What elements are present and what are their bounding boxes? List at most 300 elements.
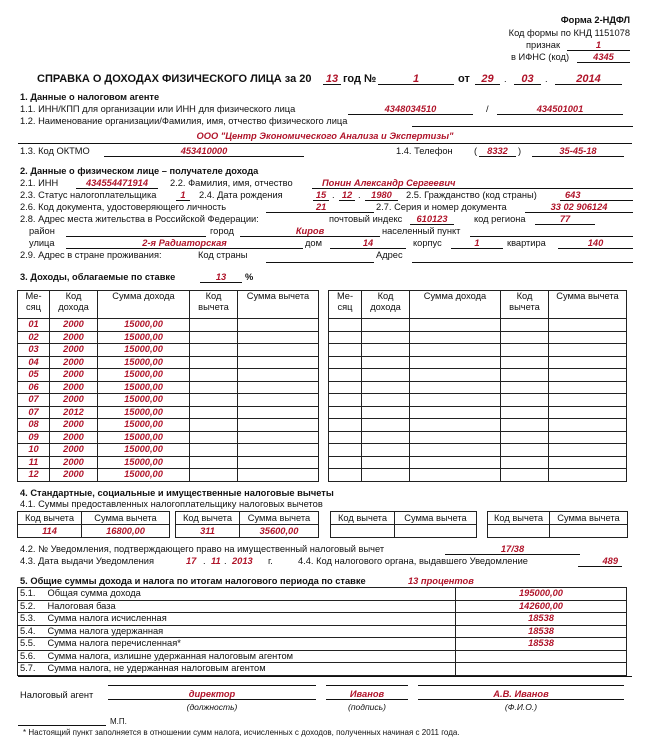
code-cell[interactable] xyxy=(362,456,410,469)
dsum-cell[interactable] xyxy=(238,331,319,344)
col-code-l1: Код xyxy=(377,291,394,301)
sum-cell[interactable] xyxy=(410,344,501,357)
dcode-cell[interactable] xyxy=(501,469,549,482)
col-income-sum xyxy=(410,291,501,319)
row-label: Сумма налога, излишне удержанная налоговым агентом xyxy=(46,650,456,663)
col-dcode-l1: Код xyxy=(205,291,222,301)
code-cell[interactable]: 2000 xyxy=(50,444,98,457)
dcode-cell[interactable] xyxy=(501,431,549,444)
dsum-cell[interactable] xyxy=(238,344,319,357)
month-cell[interactable] xyxy=(329,419,362,432)
postal-field[interactable]: 610123 xyxy=(410,214,454,225)
street-label: улица xyxy=(29,238,55,248)
month-cell[interactable] xyxy=(329,319,362,332)
oktmo-field[interactable]: 453410000 xyxy=(104,146,304,157)
country-code-field[interactable] xyxy=(266,252,374,263)
authority-label: 4.4. Код налогового органа, выдавшего Уведомление xyxy=(298,556,528,566)
region-field[interactable]: 77 xyxy=(535,214,595,225)
signature-field[interactable]: Иванов xyxy=(326,689,408,700)
dsum-cell[interactable] xyxy=(549,331,627,344)
code-cell[interactable] xyxy=(362,444,410,457)
row-number: 5.3. xyxy=(18,613,46,626)
code-cell[interactable] xyxy=(362,394,410,407)
apartment-field[interactable]: 140 xyxy=(558,238,633,249)
ot-label: от xyxy=(458,73,470,85)
total-income-field[interactable]: 195000,00 xyxy=(456,588,627,601)
dcode-cell[interactable] xyxy=(501,381,549,394)
person-inn-label: 2.1. ИНН xyxy=(20,178,59,188)
section4-subheading: 4.1. Суммы предоставленных налогоплательщику налоговых вычетов xyxy=(20,499,323,509)
dcode-cell[interactable] xyxy=(190,406,238,419)
postal-label: почтовый индекс xyxy=(329,214,403,224)
tax-transferred-field[interactable]: 18538 xyxy=(456,638,627,651)
month-cell[interactable]: 01 xyxy=(18,319,50,332)
building-field[interactable]: 1 xyxy=(451,238,503,249)
table-row xyxy=(329,394,627,407)
authority-field[interactable]: 489 xyxy=(578,556,622,567)
code-cell[interactable]: 2000 xyxy=(50,394,98,407)
phone-code-field[interactable]: 8332 xyxy=(479,146,516,157)
dsum-cell[interactable] xyxy=(549,319,627,332)
certificate-number-field[interactable]: 1 xyxy=(378,74,454,85)
notice-day-field[interactable]: 17 xyxy=(186,556,197,566)
month-cell[interactable]: 06 xyxy=(18,381,50,394)
form-name: Форма 2-НДФЛ xyxy=(560,15,630,25)
sum-cell[interactable] xyxy=(410,419,501,432)
code-cell[interactable] xyxy=(362,356,410,369)
dsum-cell[interactable] xyxy=(549,356,627,369)
col-sum-label: Сумма дохода xyxy=(112,291,175,301)
street-field[interactable]: 2-я Радиаторская xyxy=(66,238,303,249)
footnote: * Настоящий пункт заполняется в отношении сумм налога, исчисленных с доходов, полученных начиная с 2011 года. xyxy=(23,728,460,737)
col-income-code xyxy=(50,291,98,319)
table-row xyxy=(488,525,628,538)
doc-code-field[interactable]: 21 xyxy=(266,202,374,213)
doc-number-field[interactable]: 33 02 906124 xyxy=(525,202,633,213)
address-label: 2.8. Адрес места жительства в Российской Федерации: xyxy=(20,214,259,224)
table-row xyxy=(18,650,627,663)
agent-kpp-field[interactable]: 434501001 xyxy=(497,104,623,115)
dsum-cell[interactable] xyxy=(238,444,319,457)
deduction-code-cell[interactable] xyxy=(488,525,550,538)
section2-heading: 2. Данные о физическом лице – получателе дохода xyxy=(20,166,259,176)
row-number: 5.7. xyxy=(18,663,46,676)
dsum-cell[interactable] xyxy=(238,419,319,432)
org-name-line xyxy=(412,116,633,127)
dcode-cell[interactable] xyxy=(501,394,549,407)
code-cell[interactable]: 2000 xyxy=(50,456,98,469)
fio-field[interactable]: Понин Александр Сергеевич xyxy=(312,178,633,189)
deduction-code-cell[interactable] xyxy=(331,525,395,538)
dcode-cell[interactable] xyxy=(501,406,549,419)
locality-field[interactable] xyxy=(470,226,633,237)
row-label: Общая сумма дохода xyxy=(46,588,456,601)
code-cell[interactable]: 2000 xyxy=(50,344,98,357)
month-cell[interactable]: 05 xyxy=(18,369,50,382)
sum-cell[interactable]: 15000,00 xyxy=(98,331,190,344)
dsum-cell[interactable] xyxy=(238,406,319,419)
income-table-left xyxy=(17,290,319,482)
signature-top-line xyxy=(418,685,624,686)
sum-cell[interactable]: 15000,00 xyxy=(98,431,190,444)
year-abbr: г. xyxy=(268,556,273,566)
sum-cell[interactable]: 15000,00 xyxy=(98,406,190,419)
dsum-cell[interactable] xyxy=(549,419,627,432)
code-cell[interactable]: 2000 xyxy=(50,469,98,482)
priznak-field[interactable]: 1 xyxy=(567,40,630,51)
org-name-label: 1.2. Наименование организации/Фамилия, имя, отчество физического лица xyxy=(20,116,348,126)
col-code-l2: дохода xyxy=(58,302,89,312)
birth-day-field[interactable]: 15 xyxy=(313,190,329,201)
city-field[interactable]: Киров xyxy=(240,226,380,237)
code-cell[interactable]: 2000 xyxy=(50,381,98,394)
citizenship-label: 2.5. Гражданство (код страны) xyxy=(406,190,537,200)
deduction-sum-cell[interactable]: 35600,00 xyxy=(240,525,319,538)
code-cell[interactable] xyxy=(362,319,410,332)
stamp-line xyxy=(18,715,106,726)
stamp-label: М.П. xyxy=(110,717,127,726)
sum-cell[interactable] xyxy=(410,431,501,444)
month-cell[interactable] xyxy=(329,456,362,469)
dsum-cell[interactable] xyxy=(549,394,627,407)
birth-label: 2.4. Дата рождения xyxy=(199,190,283,200)
col-month-l1: Ме- xyxy=(25,291,42,301)
sum-cell[interactable] xyxy=(410,356,501,369)
table-row xyxy=(18,456,319,469)
deduction-block-4 xyxy=(487,511,628,538)
month-cell[interactable]: 08 xyxy=(18,419,50,432)
sum-cell[interactable]: 15000,00 xyxy=(98,356,190,369)
table-row xyxy=(18,344,319,357)
table-header-row xyxy=(329,291,627,319)
month-cell[interactable]: 02 xyxy=(18,331,50,344)
table-row xyxy=(18,638,627,651)
table-row xyxy=(329,344,627,357)
code-cell[interactable]: 2000 xyxy=(50,431,98,444)
table-row xyxy=(18,525,170,538)
agent-inn-field[interactable]: 4348034510 xyxy=(348,104,473,115)
month-cell[interactable] xyxy=(329,431,362,444)
sum-cell[interactable] xyxy=(410,456,501,469)
fio-label: 2.2. Фамилия, имя, отчество xyxy=(170,178,293,188)
code-cell[interactable]: 2000 xyxy=(50,331,98,344)
month-cell[interactable]: 09 xyxy=(18,431,50,444)
month-cell[interactable] xyxy=(329,344,362,357)
percent-sign: % xyxy=(245,272,254,282)
dcode-cell[interactable] xyxy=(501,331,549,344)
sum-cell[interactable]: 15000,00 xyxy=(98,456,190,469)
month-cell[interactable] xyxy=(329,369,362,382)
tax-not-withheld-field[interactable] xyxy=(456,663,627,676)
table-row xyxy=(18,419,319,432)
knd-code-label: Код формы по КНД 1151078 xyxy=(508,28,630,38)
title-month-field[interactable]: 03 xyxy=(514,74,541,85)
month-cell[interactable] xyxy=(329,331,362,344)
paren-close: ) xyxy=(518,146,522,156)
code-cell[interactable] xyxy=(362,369,410,382)
col-deduction-sum xyxy=(549,291,627,319)
signature-top-line xyxy=(326,685,408,686)
foreign-address-line-label: Адрес xyxy=(376,250,403,260)
table-row xyxy=(329,331,627,344)
house-field[interactable]: 14 xyxy=(330,238,406,249)
deduction-block-3 xyxy=(330,511,477,538)
row-number: 5.6. xyxy=(18,650,46,663)
table-row xyxy=(18,625,627,638)
dcode-cell[interactable] xyxy=(190,381,238,394)
col-code-l2: дохода xyxy=(370,302,401,312)
col-deduction-code xyxy=(190,291,238,319)
sum-cell[interactable]: 15000,00 xyxy=(98,344,190,357)
dcode-cell[interactable] xyxy=(190,431,238,444)
tax-withheld-field[interactable]: 18538 xyxy=(456,625,627,638)
code-cell[interactable]: 2000 xyxy=(50,369,98,382)
dcode-cell[interactable] xyxy=(190,369,238,382)
doc-number-label: 2.7. Серия и номер документа xyxy=(376,202,507,212)
dcode-cell[interactable] xyxy=(190,394,238,407)
month-cell[interactable]: 11 xyxy=(18,456,50,469)
oktmo-label: 1.3. Код ОКТМО xyxy=(20,146,90,156)
inn-kpp-label: 1.1. ИНН/КПП для организации или ИНН для физического лица xyxy=(20,104,296,114)
table-row xyxy=(18,469,319,482)
status-label: 2.3. Статус налогоплательщика xyxy=(20,190,157,200)
sum-cell[interactable] xyxy=(410,369,501,382)
code-cell[interactable] xyxy=(362,431,410,444)
date-dot: . xyxy=(504,74,507,84)
month-cell[interactable] xyxy=(329,394,362,407)
table-row xyxy=(329,444,627,457)
page-title: СПРАВКА О ДОХОДАХ ФИЗИЧЕСКОГО ЛИЦА за 20 xyxy=(37,73,312,85)
table-row xyxy=(329,356,627,369)
dsum-cell[interactable] xyxy=(238,469,319,482)
deduction-code-cell[interactable]: 114 xyxy=(18,525,82,538)
org-name-field[interactable]: ООО "Центр Экономического Анализа и Экспертизы" xyxy=(196,131,454,141)
position-field[interactable]: директор xyxy=(108,689,316,700)
dcode-cell[interactable] xyxy=(190,419,238,432)
title-year-full-field[interactable]: 2014 xyxy=(555,74,622,85)
birth-year-field[interactable]: 1980 xyxy=(365,190,398,201)
dcode-cell[interactable] xyxy=(501,344,549,357)
col-dcode-l1: Код xyxy=(516,291,533,301)
dcode-cell[interactable] xyxy=(190,456,238,469)
table-row xyxy=(18,663,627,676)
dcode-cell[interactable] xyxy=(190,444,238,457)
foreign-address-label: 2.9. Адрес в стране проживания: xyxy=(20,250,162,260)
table-row xyxy=(18,613,627,626)
deduction-sum-cell[interactable] xyxy=(550,525,628,538)
col-month-l1: Ме- xyxy=(336,291,354,301)
col-code-l1: Код xyxy=(65,291,82,301)
table-row xyxy=(18,600,627,613)
code-cell[interactable] xyxy=(362,469,410,482)
code-cell[interactable]: 2000 xyxy=(50,319,98,332)
col-deduction-sum: Сумма вычета xyxy=(550,512,628,525)
month-cell[interactable] xyxy=(329,469,362,482)
table-row xyxy=(18,381,319,394)
house-label: дом xyxy=(305,238,322,248)
row-label: Сумма налога исчисленная xyxy=(46,613,456,626)
date-dot: . xyxy=(224,556,227,566)
dsum-cell[interactable] xyxy=(238,456,319,469)
code-cell[interactable] xyxy=(362,419,410,432)
sum-cell[interactable]: 15000,00 xyxy=(98,369,190,382)
deduction-sum-cell[interactable] xyxy=(395,525,477,538)
dsum-cell[interactable] xyxy=(549,444,627,457)
dsum-cell[interactable] xyxy=(549,344,627,357)
col-income-code xyxy=(362,291,410,319)
code-cell[interactable] xyxy=(362,381,410,394)
dcode-cell[interactable] xyxy=(501,444,549,457)
code-cell[interactable] xyxy=(362,344,410,357)
district-field[interactable] xyxy=(66,226,206,237)
table-header-row xyxy=(18,291,319,319)
month-cell[interactable] xyxy=(329,444,362,457)
dsum-cell[interactable] xyxy=(238,431,319,444)
dsum-cell[interactable] xyxy=(238,381,319,394)
month-cell[interactable] xyxy=(329,406,362,419)
row-number: 5.5. xyxy=(18,638,46,651)
dcode-cell[interactable] xyxy=(190,319,238,332)
dsum-cell[interactable] xyxy=(549,381,627,394)
title-year-field[interactable]: 13 xyxy=(323,74,341,85)
person-inn-field[interactable]: 434554471914 xyxy=(76,178,158,189)
dsum-cell[interactable] xyxy=(238,394,319,407)
col-dsum-label: Сумма вычета xyxy=(246,291,310,301)
sum-cell[interactable]: 15000,00 xyxy=(98,419,190,432)
citizenship-field[interactable]: 643 xyxy=(560,190,633,201)
dcode-cell[interactable] xyxy=(190,331,238,344)
tax-calculated-field[interactable]: 18538 xyxy=(456,613,627,626)
dsum-cell[interactable] xyxy=(238,319,319,332)
deduction-sum-cell[interactable]: 16800,00 xyxy=(82,525,170,538)
signature-top-line xyxy=(108,685,316,686)
phone-label: 1.4. Телефон xyxy=(396,146,453,156)
sum-cell[interactable] xyxy=(410,319,501,332)
col-deduction-sum: Сумма вычета xyxy=(395,512,477,525)
dsum-cell[interactable] xyxy=(549,369,627,382)
table-row xyxy=(329,469,627,482)
code-cell[interactable]: 2000 xyxy=(50,419,98,432)
notice-year-field[interactable]: 2013 xyxy=(232,556,253,566)
notice-month-field[interactable]: 11 xyxy=(211,556,221,566)
table-row xyxy=(329,431,627,444)
dcode-cell[interactable] xyxy=(190,344,238,357)
tax-base-field[interactable]: 142600,00 xyxy=(456,600,627,613)
sum-cell[interactable] xyxy=(410,394,501,407)
code-cell[interactable] xyxy=(362,331,410,344)
month-cell[interactable]: 03 xyxy=(18,344,50,357)
month-cell[interactable]: 07 xyxy=(18,406,50,419)
dcode-cell[interactable] xyxy=(190,469,238,482)
col-deduction-code: Код вычета xyxy=(331,512,395,525)
col-month xyxy=(329,291,362,319)
sum-cell[interactable] xyxy=(410,381,501,394)
sum-cell[interactable]: 15000,00 xyxy=(98,444,190,457)
position-caption: (должность) xyxy=(186,702,238,712)
row-number: 5.1. xyxy=(18,588,46,601)
dsum-cell[interactable] xyxy=(549,469,627,482)
col-deduction-sum xyxy=(238,291,319,319)
section4-heading: 4. Стандартные, социальные и имущественные налоговые вычеты xyxy=(20,488,334,498)
sum-cell[interactable]: 15000,00 xyxy=(98,394,190,407)
notice-number-field[interactable]: 17/38 xyxy=(445,544,580,555)
col-dcode-l2: вычета xyxy=(198,302,229,312)
signer-fio-field[interactable]: А.В. Иванов xyxy=(418,689,624,700)
district-label: район xyxy=(29,226,55,236)
dsum-cell[interactable] xyxy=(549,431,627,444)
dcode-cell[interactable] xyxy=(501,456,549,469)
birth-month-field[interactable]: 12 xyxy=(339,190,355,201)
col-month-l2: сяц xyxy=(337,302,353,312)
code-cell[interactable]: 2012 xyxy=(50,406,98,419)
month-cell[interactable] xyxy=(329,356,362,369)
phone-number-field[interactable]: 35-45-18 xyxy=(532,146,624,157)
code-cell[interactable] xyxy=(362,406,410,419)
date-dot: . xyxy=(203,556,206,566)
table-row xyxy=(18,406,319,419)
dcode-cell[interactable] xyxy=(501,419,549,432)
table-row xyxy=(329,319,627,332)
section3-rate-field[interactable]: 13 xyxy=(200,272,242,283)
dsum-cell[interactable] xyxy=(549,406,627,419)
divider xyxy=(18,143,632,144)
col-deduction-code xyxy=(501,291,549,319)
sum-cell[interactable] xyxy=(410,331,501,344)
foreign-address-field[interactable] xyxy=(412,252,633,263)
status-field[interactable]: 1 xyxy=(176,190,190,201)
month-cell[interactable]: 07 xyxy=(18,394,50,407)
month-cell[interactable]: 12 xyxy=(18,469,50,482)
dsum-cell[interactable] xyxy=(549,456,627,469)
deduction-block-2 xyxy=(175,511,319,538)
table-row xyxy=(18,588,627,601)
sum-cell[interactable]: 15000,00 xyxy=(98,319,190,332)
tax-overwithheld-field[interactable] xyxy=(456,650,627,663)
month-cell[interactable]: 10 xyxy=(18,444,50,457)
sum-cell[interactable]: 15000,00 xyxy=(98,381,190,394)
dsum-cell[interactable] xyxy=(238,356,319,369)
col-month xyxy=(18,291,50,319)
building-label: корпус xyxy=(413,238,442,248)
dcode-cell[interactable] xyxy=(501,319,549,332)
table-row xyxy=(18,394,319,407)
date-dot: . xyxy=(358,190,361,200)
agent-label: Налоговый агент xyxy=(20,690,94,700)
dcode-cell[interactable] xyxy=(190,356,238,369)
row-label: Сумма налога, не удержанная налоговым агентом xyxy=(46,663,456,676)
row-number: 5.2. xyxy=(18,600,46,613)
col-income-sum xyxy=(98,291,190,319)
dsum-cell[interactable] xyxy=(238,369,319,382)
sum-cell[interactable] xyxy=(410,406,501,419)
ifns-field[interactable]: 4345 xyxy=(577,52,630,63)
section3-heading: 3. Доходы, облагаемые по ставке xyxy=(20,272,176,282)
sum-cell[interactable] xyxy=(410,444,501,457)
deduction-code-cell[interactable]: 311 xyxy=(176,525,240,538)
dcode-cell[interactable] xyxy=(501,356,549,369)
table-row xyxy=(329,381,627,394)
sum-cell[interactable] xyxy=(410,469,501,482)
table-row xyxy=(331,525,477,538)
dcode-cell[interactable] xyxy=(501,369,549,382)
table-row xyxy=(176,525,319,538)
table-row xyxy=(18,331,319,344)
code-cell[interactable]: 2000 xyxy=(50,356,98,369)
month-cell[interactable]: 04 xyxy=(18,356,50,369)
title-day-field[interactable]: 29 xyxy=(475,74,500,85)
month-cell[interactable] xyxy=(329,381,362,394)
sum-cell[interactable]: 15000,00 xyxy=(98,469,190,482)
